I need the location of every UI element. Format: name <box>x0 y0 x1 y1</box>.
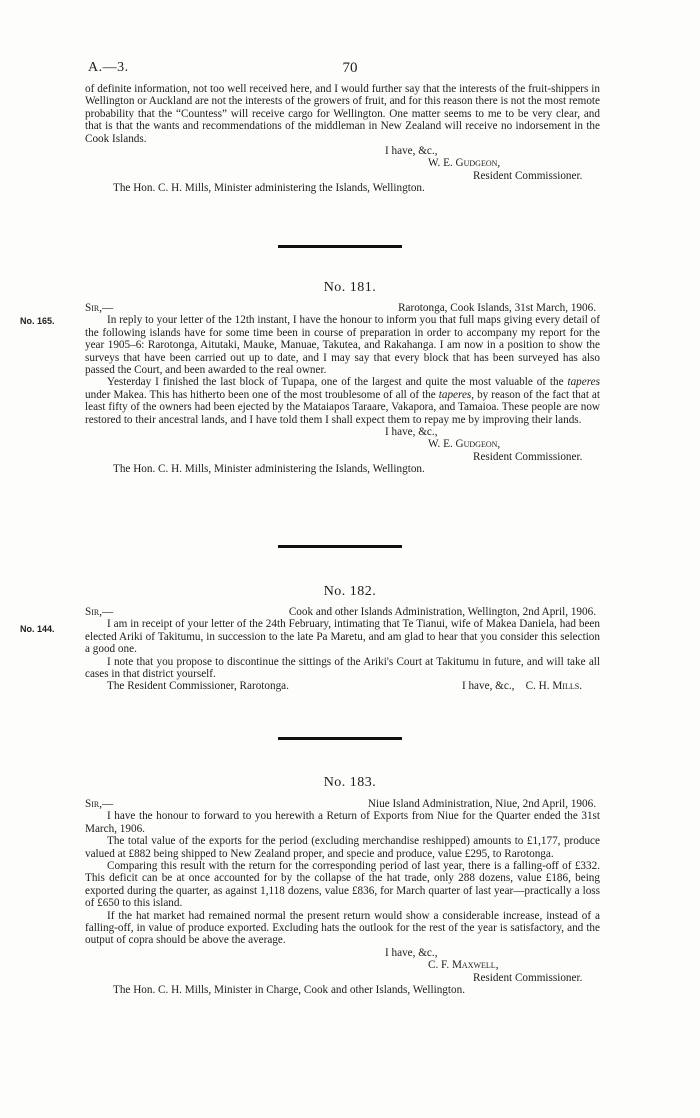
letter-paragraph: Yesterday I finished the last block of Tupapa, one of the largest and quite the most valuable of the taperes under Makea. This has hitherto been one of the most troublesome of all of the taperes, by reason of the fact that at least fifty of the owners had been ejected by the Mataiapos Taraare, Vakapora, and Tamaioa. These people are now restored to their ancestral lands, and I have told them I shall expect them to repay me by improving their lands. <box>85 376 600 426</box>
letter-181 <box>85 302 600 476</box>
letter-closing: I have, &c., <box>461 680 515 693</box>
intro-address: The Hon. C. H. Mills, Minister administering the Islands, Wellington. <box>113 182 425 195</box>
place-date: Rarotonga, Cook Islands, 31st March, 1906. <box>398 302 596 314</box>
letter-closing: I have, &c., <box>385 426 438 439</box>
letter-address: The Resident Commissioner, Rarotonga. <box>107 680 289 693</box>
letter-183 <box>85 798 600 997</box>
section-divider <box>278 737 402 740</box>
place-date: Niue Island Administration, Niue, 2nd April, 1906. <box>367 798 596 810</box>
intro-title: Resident Commissioner. <box>473 169 583 182</box>
place-date: Cook and other Islands Administration, Wellington, 2nd April, 1906. <box>288 606 596 618</box>
section-divider <box>278 545 402 548</box>
intro-closing: I have, &c., <box>385 145 438 158</box>
salutation: Sir,— <box>85 302 114 314</box>
intro-letter-continuation <box>85 83 600 195</box>
page-number: 70 <box>342 60 358 76</box>
letter-paragraph: The total value of the exports for the period (excluding merchandise reshipped) amounts to £1,177, produce valued at £882 being shipped to New Zealand proper, and specie and produce, value £295, to Rarotonga. <box>85 835 600 860</box>
salutation: Sir,— <box>85 606 114 618</box>
letter-signer: W. E. Gudgeon, <box>428 438 501 451</box>
letter-paragraph: I am in receipt of your letter of the 24th February, intimating that Te Tianui, wife of Makea Daniela, had been elected Ariki of Takitumu, in succession to the late Pa Maretu, and am glad to hear that you consider this selection a good one. <box>85 618 600 656</box>
letter-closing: I have, &c., <box>385 946 438 959</box>
section-divider <box>278 245 402 248</box>
margin-reference: No. 144. <box>20 624 55 634</box>
letter-paragraph: I have the honour to forward to you herewith a Return of Exports from Niue for the Quarter ended the 31st March, 1906. <box>85 810 600 835</box>
letter-address: The Hon. C. H. Mills, Minister in Charge, Cook and other Islands, Wellington. <box>113 984 465 997</box>
letter-title: Resident Commissioner. <box>473 971 583 984</box>
letter-paragraph: I note that you propose to discontinue the sittings of the Ariki's Court at Takitumu in future, and will take all cases in that district yourself. <box>85 655 600 681</box>
letter-number: No. 182. <box>323 584 377 599</box>
letter-address: The Hon. C. H. Mills, Minister administering the Islands, Wellington. <box>113 463 425 476</box>
report-reference: A.—3. <box>88 60 129 75</box>
letter-182 <box>85 606 600 693</box>
intro-paragraph: of definite information, not too well received here, and I would further say that the interests of the fruit-shippers in Wellington or Auckland are not the interests of the growers of fruit, and for this reason there is not the most remote probability that the “Countess” will receive cargo for Wellington. One matter seems to me to be very clear, and that is that the wants and recommendations of the middleman in New Zealand will receive no indorsement in the Cook Islands. <box>85 83 600 145</box>
letter-paragraph: Comparing this result with the return for the corresponding period of last year, there is a falling-off of £332. This deficit can be at once accounted for by the collapse of the hat trade, only 288 dozens, value £186, being exported during the quarter, as against 1,118 dozens, value £836, for March quarter of last year—practically a loss of £650 to this island. <box>85 860 600 910</box>
letter-signer: C. F. Maxwell, <box>428 959 499 972</box>
letter-title: Resident Commissioner. <box>473 450 583 463</box>
margin-reference: No. 165. <box>20 316 55 326</box>
letter-paragraph: If the hat market had remained normal the present return would show a considerable increase, instead of a falling-off, in value of produce exported. Excluding hats the outlook for the rest of the year is satisfactory, and the output of copra should be above the average. <box>85 909 600 947</box>
letter-signer: C. H. Mills. <box>525 680 582 693</box>
letter-number: No. 181. <box>323 280 377 295</box>
salutation: Sir,— <box>85 798 114 810</box>
letter-number: No. 183. <box>323 775 377 790</box>
letter-paragraph: In reply to your letter of the 12th instant, I have the honour to inform you that full maps giving every detail of the following islands have for some time been in course of preparation in order to accompany my report for the year 1905–6: Rarotonga, Aitutaki, Mauke, Manuae, Takutea, and Rakahanga. I am now in a position to show the surveys that have been carried out up to date, and I may say that every block that has been surveyed has also passed the Court, and been awarded to the real owner. <box>85 314 600 377</box>
intro-signer: W. E. Gudgeon, <box>428 157 501 170</box>
